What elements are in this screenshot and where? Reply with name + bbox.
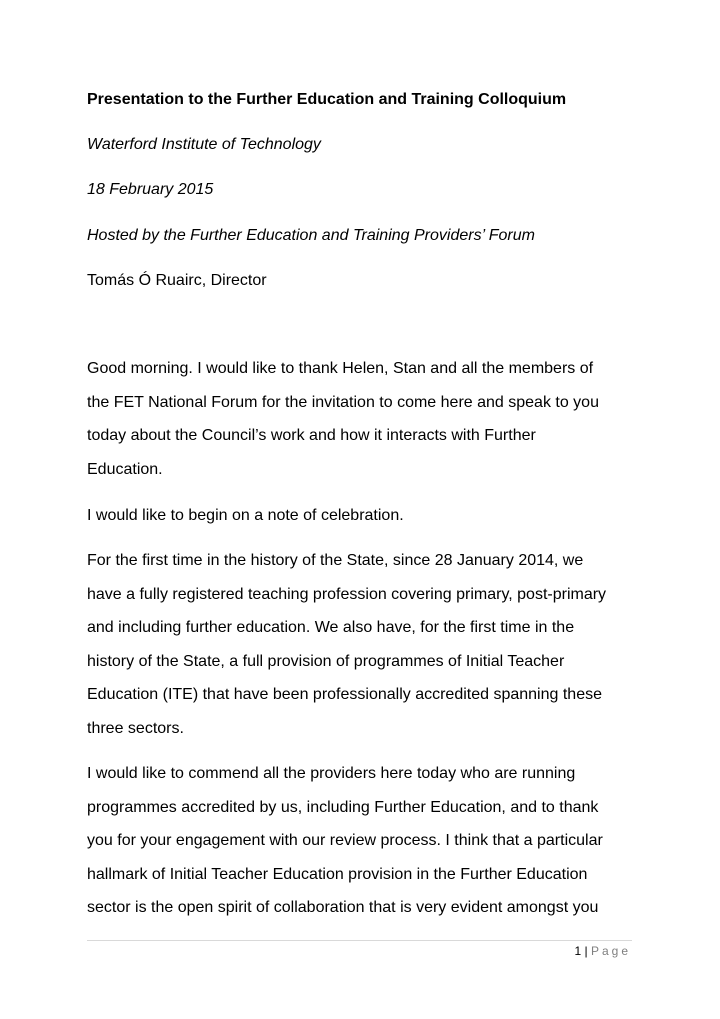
text-line: Education. bbox=[87, 460, 163, 478]
page-footer bbox=[574, 943, 631, 959]
text-line: Education (ITE) that have been professionally accredited spanning these bbox=[87, 686, 602, 704]
footer-divider bbox=[87, 940, 632, 941]
paragraph-commendation bbox=[87, 757, 647, 925]
paragraph-registration bbox=[87, 544, 647, 746]
page-label: Page bbox=[590, 944, 631, 958]
date-line: 18 February 2015 bbox=[87, 181, 214, 198]
text-line: programmes accredited by us, including Further Education, and to thank bbox=[87, 798, 599, 816]
text-line: three sectors. bbox=[87, 719, 184, 737]
paragraph-greeting bbox=[87, 352, 647, 486]
host-line: Hosted by the Further Education and Training Providers’ Forum bbox=[87, 227, 535, 244]
document-title: Presentation to the Further Education and Training Colloquium bbox=[87, 91, 567, 108]
text-line: history of the State, a full provision of programmes of Initial Teacher bbox=[87, 652, 565, 670]
footer-separator: | bbox=[584, 944, 588, 958]
venue-line: Waterford Institute of Technology bbox=[87, 136, 321, 153]
text-line: you for your engagement with our review process. I think that a particular bbox=[87, 832, 603, 850]
text-line: I would like to begin on a note of celebration. bbox=[87, 507, 404, 524]
text-line: and including further education. We also have, for the first time in the bbox=[87, 619, 575, 637]
speaker-line: Tomás Ó Ruairc, Director bbox=[87, 272, 267, 289]
text-line: sector is the open spirit of collaboration that is very evident amongst you bbox=[87, 899, 599, 917]
text-line: today about the Council’s work and how it interacts with Further bbox=[87, 427, 536, 445]
page-number: 1 bbox=[574, 944, 582, 958]
text-line: For the first time in the history of the State, since 28 January 2014, we bbox=[87, 552, 584, 569]
text-line: have a fully registered teaching profession covering primary, post-primary bbox=[87, 585, 607, 603]
text-line: hallmark of Initial Teacher Education provision in the Further Education bbox=[87, 865, 588, 883]
paragraph-celebration bbox=[87, 499, 647, 533]
text-line: the FET National Forum for the invitation to come here and speak to you bbox=[87, 393, 599, 411]
text-line: Good morning. I would like to thank Helen, Stan and all the members of bbox=[87, 360, 594, 377]
text-line: I would like to commend all the providers here today who are running bbox=[87, 765, 576, 782]
